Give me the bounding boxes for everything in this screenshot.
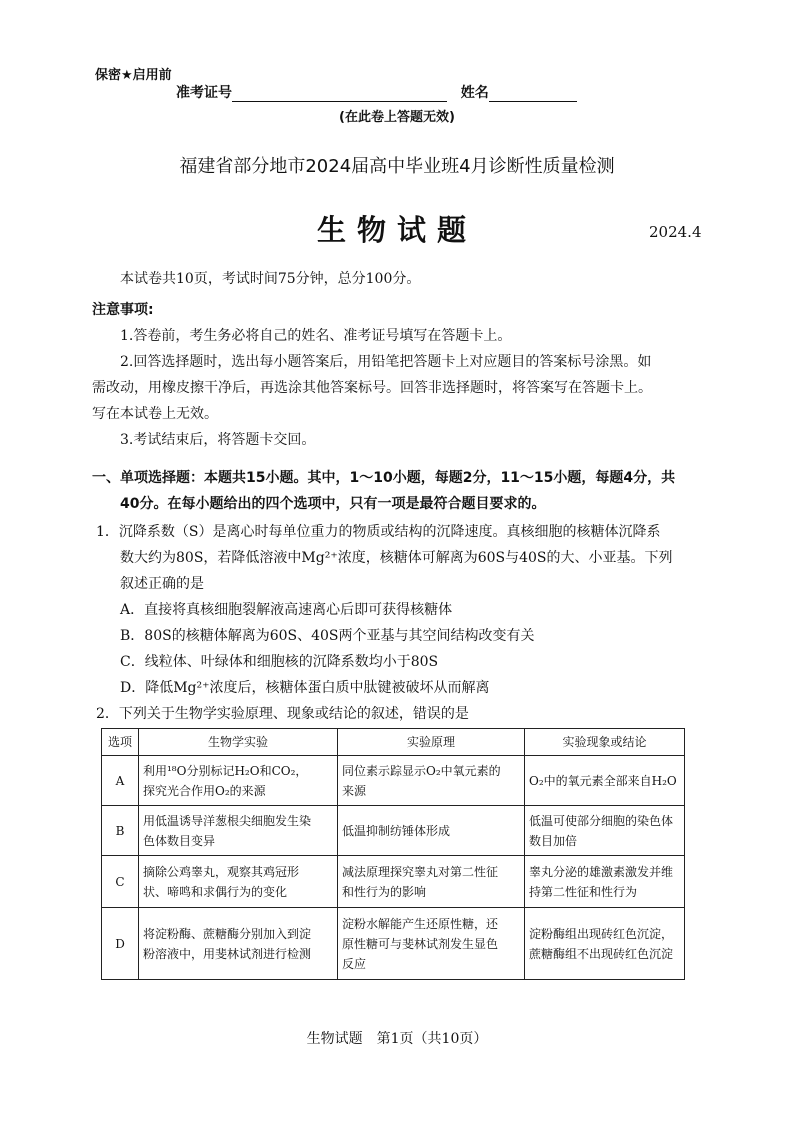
page-footer: 生物试题 第1页（共10页） <box>306 1031 488 1047</box>
section-heading-cont: 40分。在每小题给出的四个选项中，只有一项是最符合题目要求的。 <box>120 496 546 512</box>
note-line: 2.回答选择题时，选出每小题答案后，用铅笔把答题卡上对应题目的答案标号涂黑。如 <box>120 354 652 370</box>
col-header: 实验现象或结论 <box>525 729 685 756</box>
note-line: 需改动，用橡皮擦干净后，再选涂其他答案标号。回答非选择题时，将答案写在答题卡上。 <box>92 380 652 396</box>
col-header: 生物学实验 <box>139 729 338 756</box>
notes-title: 注意事项: <box>92 302 154 318</box>
note-line: 3.考试结束后，将答题卡交回。 <box>120 432 316 448</box>
invalid-note: (在此卷上答题无效) <box>339 110 455 125</box>
name-label: 姓名 <box>460 85 489 101</box>
result-cell: 淀粉酶组出现砖红色沉淀， 蔗糖酶组不出现砖红色沉淀 <box>525 908 685 980</box>
table-row <box>102 908 685 980</box>
experiment-cell: 摘除公鸡睾丸，观察其鸡冠形 状、啼鸣和求偶行为的变化 <box>139 856 338 908</box>
section-heading: 一、单项选择题：本题共15小题。其中，1～10小题，每题2分，11～15小题，每题4分，共 <box>92 470 676 486</box>
option-cell: B <box>102 806 139 856</box>
result-cell: 睾丸分泌的雄激素激发并维 持第二性征和性行为 <box>525 856 685 908</box>
confidential-mark: 保密★启用前 <box>95 68 172 83</box>
table-row <box>102 756 685 806</box>
note-line: 1.答卷前，考生务必将自己的姓名、准考证号填写在答题卡上。 <box>120 328 512 344</box>
exam-id-field[interactable] <box>232 88 447 102</box>
principle-cell: 淀粉水解能产生还原性糖，还 原性糖可与斐林试剂发生显色 反应 <box>338 908 525 980</box>
q1-option-d: D．降低Mg²⁺浓度后，核糖体蛋白质中肽键被破坏从而解离 <box>120 680 490 696</box>
q1-stem: 叙述正确的是 <box>120 576 204 592</box>
col-header: 选项 <box>102 729 139 756</box>
option-cell: D <box>102 908 139 980</box>
col-header: 实验原理 <box>338 729 525 756</box>
exam-title: 福建省部分地市2024届高中毕业班4月诊断性质量检测 <box>179 156 615 177</box>
name-field[interactable] <box>489 88 577 102</box>
exam-date: 2024.4 <box>649 223 702 241</box>
q2-stem: 2．下列关于生物学实验原理、现象或结论的叙述，错误的是 <box>96 706 469 722</box>
q1-option-a: A．直接将真核细胞裂解液高速离心后即可获得核糖体 <box>120 602 453 618</box>
experiment-cell: 用低温诱导洋葱根尖细胞发生染 色体数目变异 <box>139 806 338 856</box>
table-row <box>102 806 685 856</box>
result-cell: 低温可使部分细胞的染色体 数目加倍 <box>525 806 685 856</box>
principle-cell: 低温抑制纺锤体形成 <box>338 806 525 856</box>
option-cell: A <box>102 756 139 806</box>
intro-text: 本试卷共10页，考试时间75分钟，总分100分。 <box>120 271 421 287</box>
q1-option-c: C．线粒体、叶绿体和细胞核的沉降系数均小于80S <box>120 654 439 670</box>
option-cell: C <box>102 856 139 908</box>
principle-cell: 同位素示踪显示O₂中氧元素的 来源 <box>338 756 525 806</box>
experiment-cell: 利用¹⁸O分别标记H₂O和CO₂， 探究光合作用O₂的来源 <box>139 756 338 806</box>
table-header-row <box>102 729 685 756</box>
note-line: 写在本试卷上无效。 <box>92 406 218 422</box>
candidate-info-line <box>176 82 577 102</box>
exam-id-label: 准考证号 <box>176 85 232 101</box>
experiment-cell: 将淀粉酶、蔗糖酶分别加入到淀 粉溶液中，用斐林试剂进行检测 <box>139 908 338 980</box>
table-row <box>102 856 685 908</box>
q1-stem: 数大约为80S，若降低溶液中Mg²⁺浓度，核糖体可解离为60S与40S的大、小亚基。下列 <box>120 550 673 566</box>
q1-option-b: B．80S的核糖体解离为60S、40S两个亚基与其空间结构改变有关 <box>120 628 535 644</box>
result-cell: O₂中的氧元素全部来自H₂O <box>525 756 685 806</box>
q2-table <box>101 728 685 980</box>
subject-title: 生物试题 <box>316 213 477 247</box>
principle-cell: 减法原理探究睾丸对第二性征 和性行为的影响 <box>338 856 525 908</box>
q1-stem: 1．沉降系数（S）是离心时每单位重力的物质或结构的沉降速度。真核细胞的核糖体沉降系 <box>96 524 661 540</box>
